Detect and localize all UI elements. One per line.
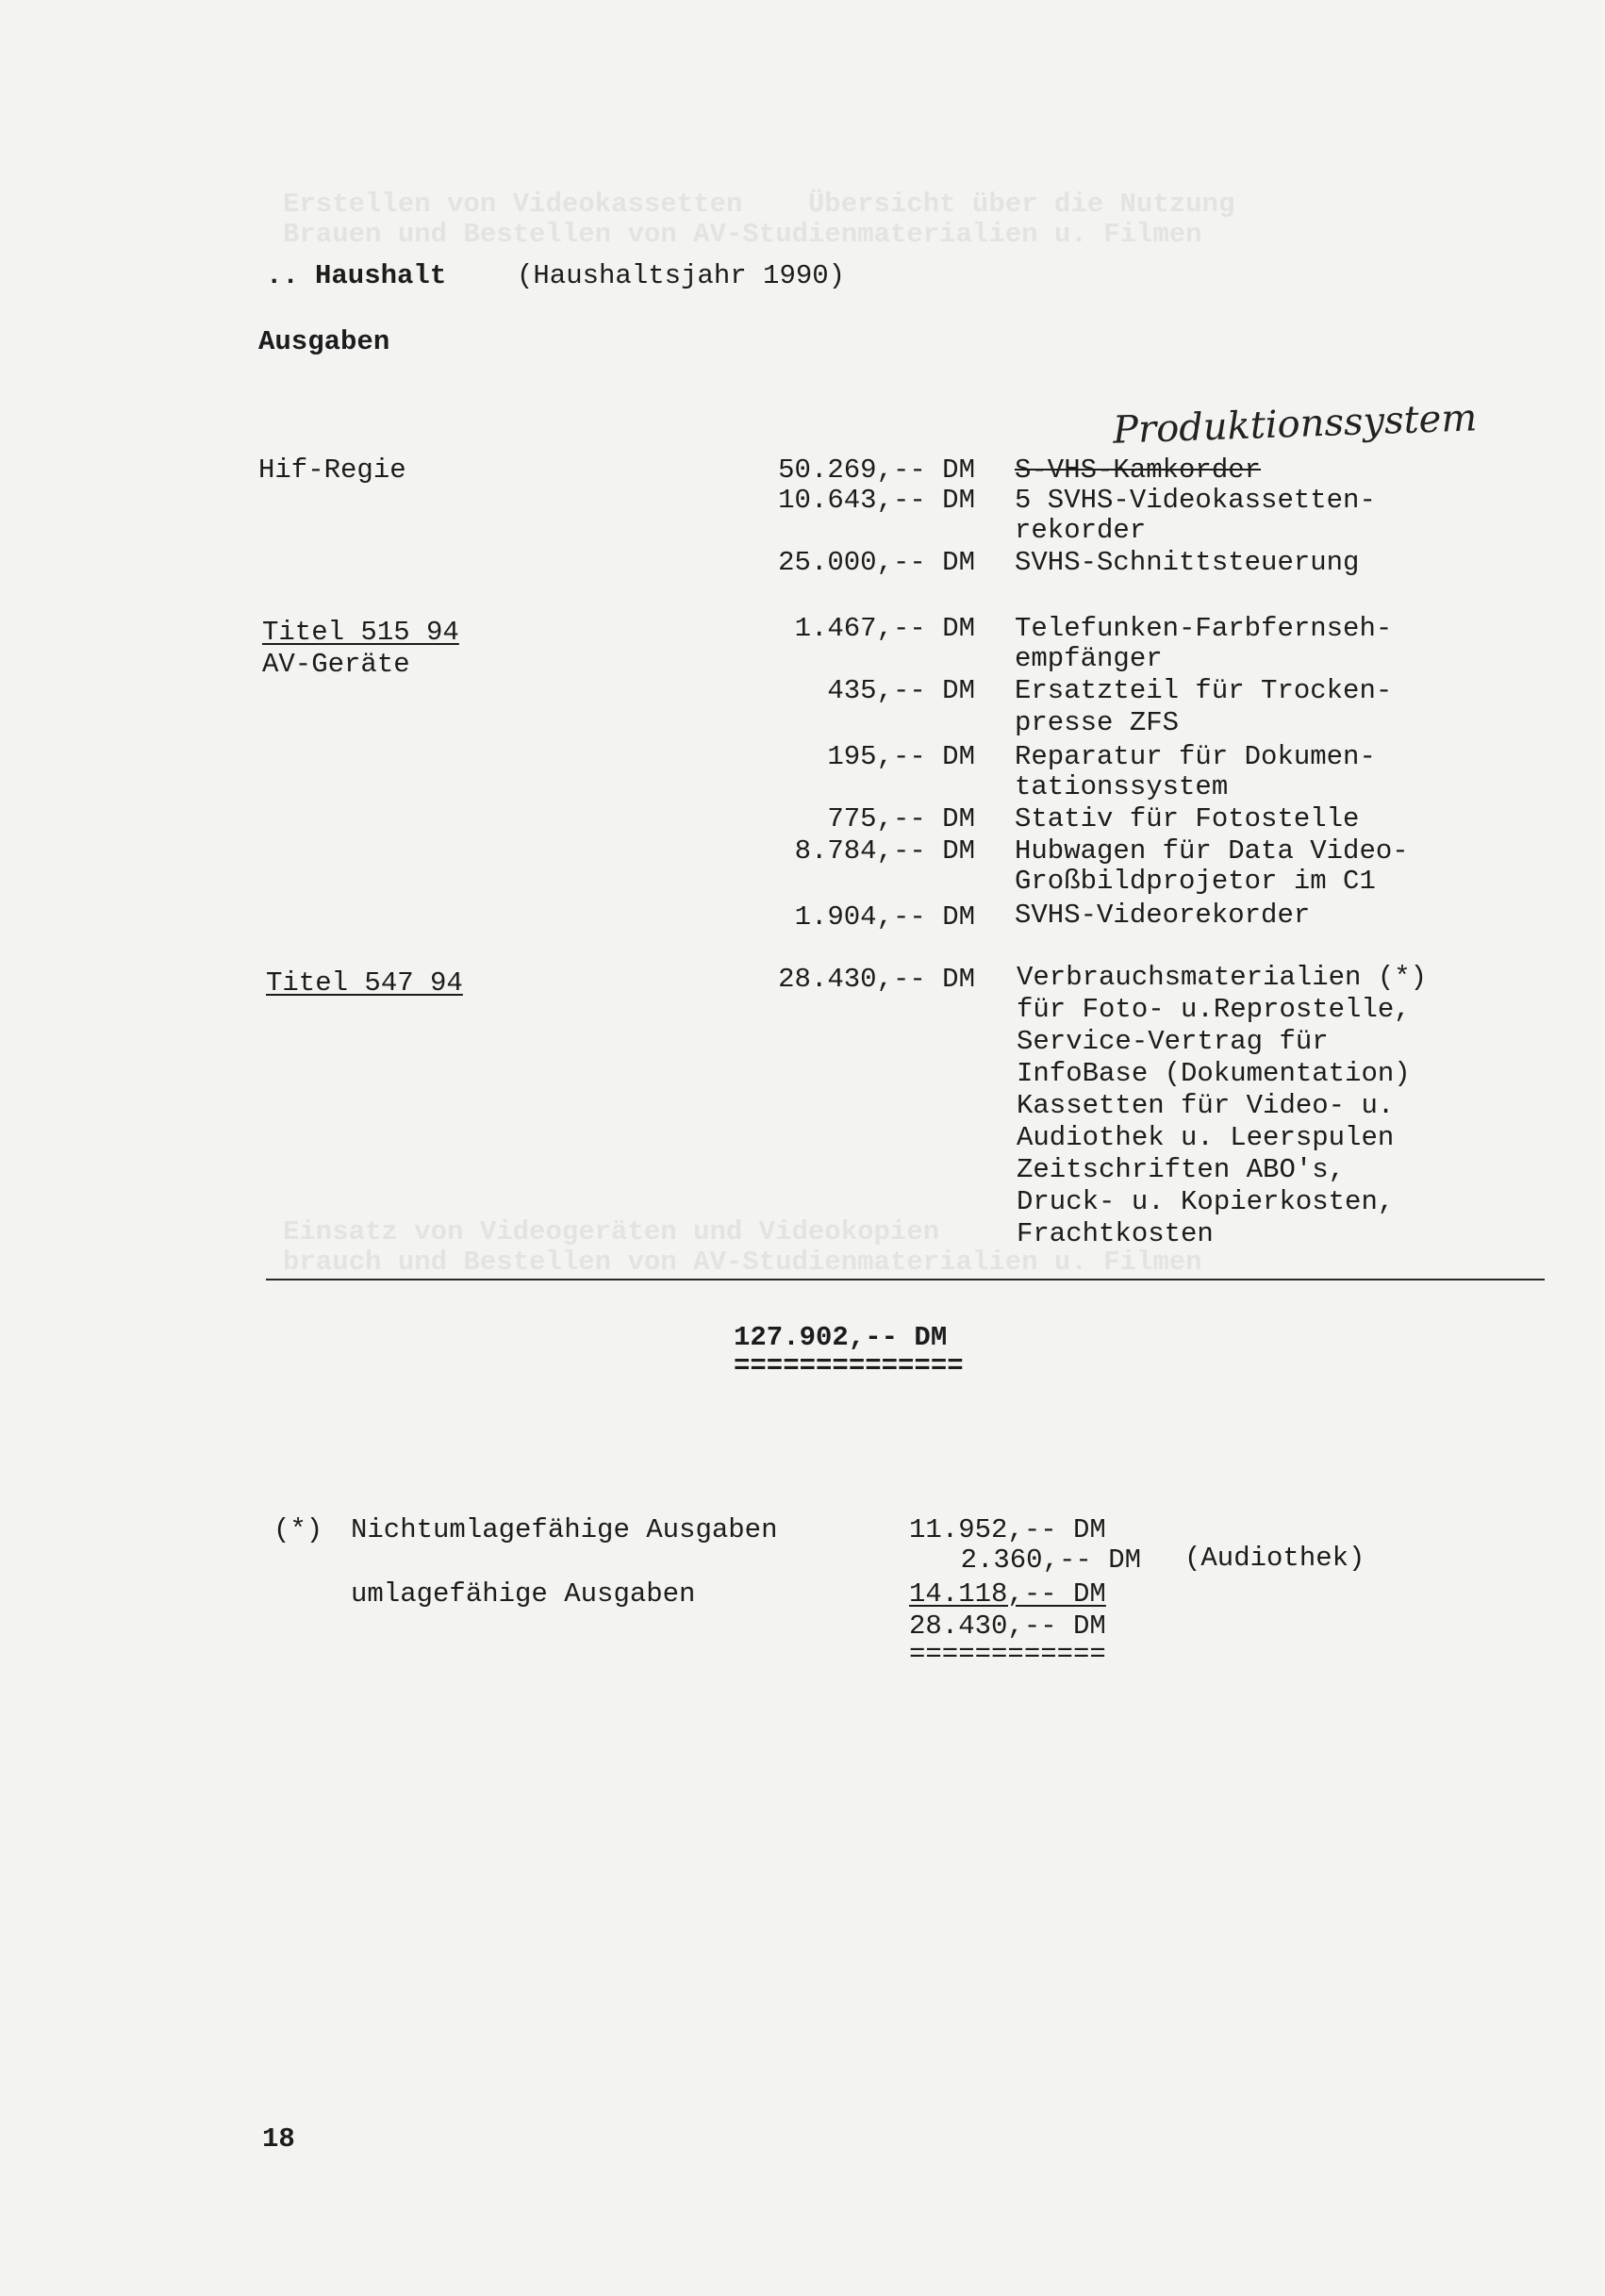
total-divider xyxy=(266,1279,1545,1280)
amount-cell: 195,-- DM xyxy=(827,741,975,772)
desc-cell: SVHS-Videorekorder xyxy=(1015,900,1311,931)
footnote-allocable-label: umlagefähige Ausgaben xyxy=(351,1578,696,1610)
footnote-audiothek-note: (Audiothek) xyxy=(1184,1543,1365,1574)
desc-cell: SVHS-Schnittsteuerung xyxy=(1015,547,1360,578)
desc-cell: InfoBase (Dokumentation) xyxy=(1017,1058,1411,1089)
desc-cell: Zeitschriften ABO's, xyxy=(1017,1154,1346,1185)
footnote-mark: (*) xyxy=(273,1514,323,1545)
desc-cell: Ersatzteil für Trocken- xyxy=(1015,675,1393,706)
amount-cell: 1.467,-- DM xyxy=(794,613,975,644)
desc-cell: S-VHS-Kamkorder xyxy=(1015,454,1262,486)
desc-cell: Reparatur für Dokumen- xyxy=(1015,741,1376,772)
group-label-titel-515-94: Titel 515 94 xyxy=(262,617,459,648)
group-sublabel-av-geraete: AV-Geräte xyxy=(262,649,410,680)
footnote-double-underline: ============ xyxy=(909,1639,1106,1670)
heading-subtitle: Ausgaben xyxy=(258,326,390,357)
desc-cell: Druck- u. Kopierkosten, xyxy=(1017,1186,1395,1217)
page-number: 18 xyxy=(262,2123,295,2155)
desc-cell: empfänger xyxy=(1015,643,1163,674)
amount-cell: 28.430,-- DM xyxy=(778,964,975,995)
desc-cell: Stativ für Fotostelle xyxy=(1015,803,1360,834)
desc-cell: Telefunken-Farbfernseh- xyxy=(1015,613,1393,644)
amount-cell: 8.784,-- DM xyxy=(794,835,975,867)
total-amount: 127.902,-- DM xyxy=(734,1322,948,1353)
footnote-sum-amount: 28.430,-- DM xyxy=(909,1611,1106,1642)
heading-marker: .. xyxy=(266,260,299,291)
heading-year: (Haushaltsjahr 1990) xyxy=(517,260,846,291)
footnote-audiothek-amount: 2.360,-- DM xyxy=(960,1544,1141,1576)
amount-cell: 10.643,-- DM xyxy=(778,485,975,516)
group-label-hif-regie: Hif-Regie xyxy=(258,454,406,486)
desc-cell: tationssystem xyxy=(1015,771,1229,802)
document-page: Erstellen von Videokassetten Übersicht über die Nutzung Brauen und Bestellen von AV-Studienmaterialien u. Filmen Einsatz von Videogeräten und Videokopien brauch und Bestellen von AV-Studienmaterialien u. Filmen .. Haushalt (Haushaltsjahr 1990) Ausgaben Produktionssystem Hif-Regie 50.269,-- DM S-VHS-Kamkorder 10.643,-- DM 5 SVHS-Videokassetten- rekorder 25.000,-- DM SVHS-Schnittsteuerung Titel 515 94 AV-Geräte 1.467,-- DM Telefunken-Farbfernseh- empfänger 435,-- DM Ersatzteil für Trocken- presse ZFS 195,-- DM Reparatur für Dokumen- tationssystem 775,-- DM Stativ für Fotostelle 8.784,-- DM Hubwagen für Data Video- Großbildprojetor im C1 1.904,-- DM SVHS-Videorekorder Titel 547 94 28.430,-- DM Verbrauchsmaterialien (*) für Foto- u.Reprostelle, Service-Vertrag für InfoBase (Dokumentation) Kassetten für Video- u. Audiothek u. Leerspulen Zeitschriften ABO's, Druck- u. Kopierkosten, Frachtkosten 127.902,-- DM ============== (*) Nichtumlagefähige Ausgaben 11.952,-- DM 2.360,-- DM (Audiothek) umlagefähige Ausgaben 14.118,-- DM 28.430,-- DM ============ 18 xyxy=(0,0,1605,2296)
desc-cell: Hubwagen für Data Video- xyxy=(1015,835,1409,867)
desc-cell: für Foto- u.Reprostelle, xyxy=(1017,994,1411,1025)
footnote-nonallocable-amount: 11.952,-- DM xyxy=(909,1514,1106,1545)
desc-cell: rekorder xyxy=(1015,515,1147,546)
desc-cell: presse ZFS xyxy=(1015,707,1180,738)
amount-cell: 775,-- DM xyxy=(827,803,975,834)
footnote-nonallocable-label: Nichtumlagefähige Ausgaben xyxy=(351,1514,778,1545)
total-double-underline: ============== xyxy=(734,1350,964,1381)
amount-cell: 25.000,-- DM xyxy=(778,547,975,578)
handwritten-annotation: Produktionssystem xyxy=(1112,396,1478,453)
desc-cell: Großbildprojetor im C1 xyxy=(1015,866,1376,897)
desc-cell: Audiothek u. Leerspulen xyxy=(1017,1122,1395,1153)
desc-cell: 5 SVHS-Videokassetten- xyxy=(1015,485,1376,516)
amount-cell: 50.269,-- DM xyxy=(778,454,975,486)
desc-cell: Kassetten für Video- u. xyxy=(1017,1090,1395,1121)
desc-cell: Service-Vertrag für xyxy=(1017,1026,1329,1057)
footnote-allocable-amount: 14.118,-- DM xyxy=(909,1578,1106,1610)
group-label-titel-547-94: Titel 547 94 xyxy=(266,967,463,999)
desc-cell: Frachtkosten xyxy=(1017,1218,1214,1249)
amount-cell: 435,-- DM xyxy=(827,675,975,706)
heading-title: Haushalt xyxy=(315,260,447,291)
desc-cell: Verbrauchsmaterialien (*) xyxy=(1017,962,1428,993)
amount-cell: 1.904,-- DM xyxy=(794,901,975,933)
